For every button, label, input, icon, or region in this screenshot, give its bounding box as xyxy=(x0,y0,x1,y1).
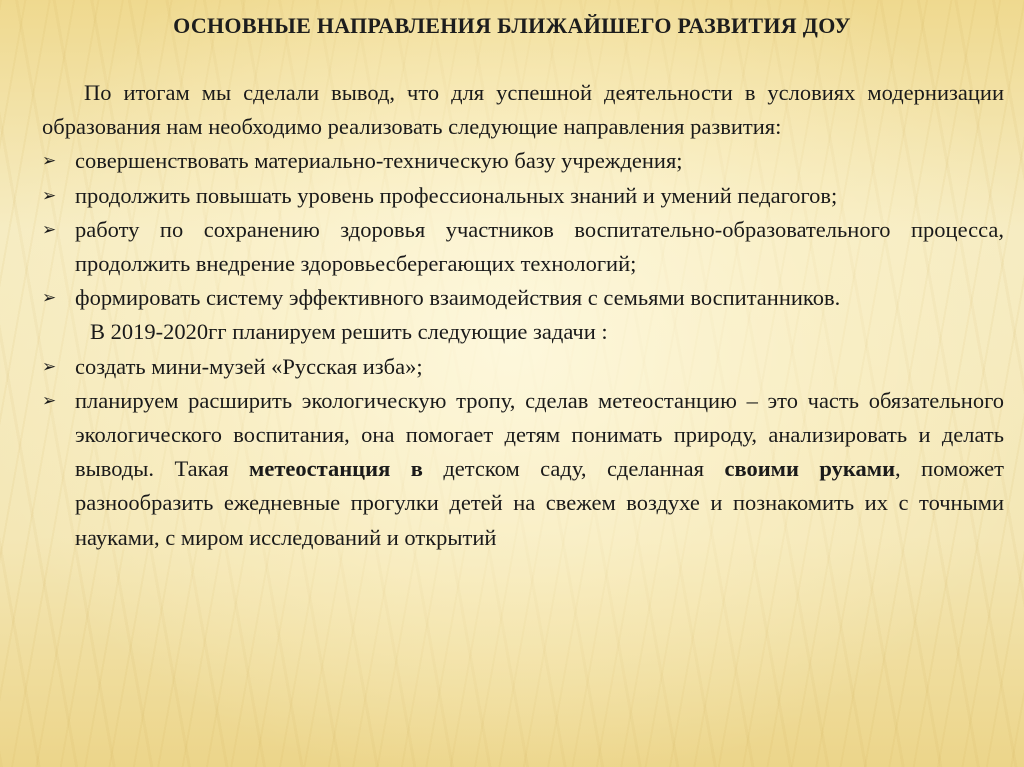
direction-item xyxy=(42,213,1004,281)
arrow-bullet-icon: ➢ xyxy=(42,288,57,309)
plan-heading: В 2019-2020гг планируем решить следующие задачи : xyxy=(90,319,608,345)
task-text: создать мини-музей «Русская изба»; xyxy=(75,353,423,379)
arrow-bullet-icon: ➢ xyxy=(42,219,57,240)
arrow-bullet-icon: ➢ xyxy=(42,390,57,411)
intro-paragraph: По итогам мы сделали вывод, что для успешной деятельности в условиях модернизации образования нам необходимо реализовать следующие направления развития: xyxy=(42,80,1004,140)
direction-text: продолжить повышать уровень профессиональных знаний и умений педагогов; xyxy=(75,182,838,208)
direction-text: формировать систему эффективного взаимодействия с семьями воспитанников. xyxy=(75,285,841,311)
slide-title: ОСНОВНЫЕ НАПРАВЛЕНИЯ БЛИЖАЙШЕГО РАЗВИТИЯ ДОУ xyxy=(173,13,851,38)
arrow-bullet-icon: ➢ xyxy=(42,356,57,377)
task-text-part: , поможет разнообразить ежедневные прогулки детей на свежем воздухе и познакомить их с точными науками, с миром исследований и открытий xyxy=(75,456,1004,550)
task-item xyxy=(42,384,1004,555)
direction-item xyxy=(42,144,1004,178)
task-text-part: планируем расширить экологическую тропу, сделав метеостанцию – это часть обязательного экологического воспитания, она помогает детям понимать природу, анализировать и делать выводы. Такая xyxy=(75,387,1004,482)
direction-item xyxy=(42,179,1004,213)
arrow-bullet-icon: ➢ xyxy=(42,185,57,206)
task-bold-text: своими руками xyxy=(724,456,896,482)
direction-item xyxy=(42,281,1004,315)
task-bold-text: метеостанция в xyxy=(249,456,423,482)
task-text-part: детском саду, сделанная xyxy=(422,456,725,482)
direction-text: работу по сохранению здоровья участников воспитательно-образовательного процесса, продолжить внедрение здоровьесберегающих технологий; xyxy=(75,216,1004,277)
slide-body xyxy=(42,76,1004,555)
arrow-bullet-icon: ➢ xyxy=(42,151,57,172)
task-item xyxy=(42,350,1004,384)
direction-text: совершенствовать материально-техническую базу учреждения; xyxy=(75,148,683,174)
